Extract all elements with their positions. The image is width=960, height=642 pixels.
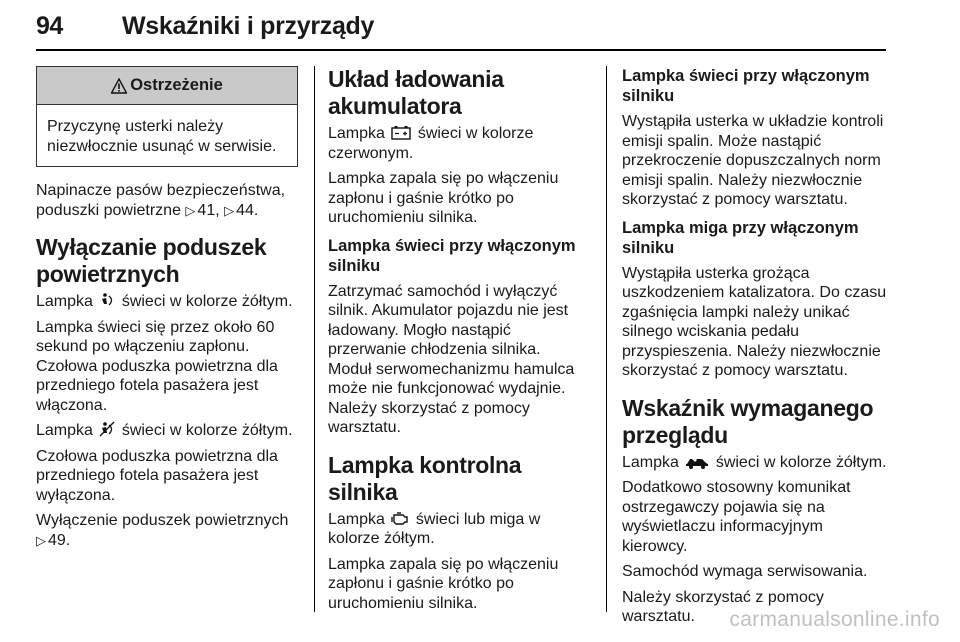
ref-separator: , [215,201,225,219]
airbag-off-paragraph [36,421,298,441]
column-2 [328,66,588,619]
page-ref-arrow-icon: ▷ [185,202,196,218]
column-3 [622,66,888,633]
heading-lamp-flashing-engine-running: Lampka miga przy włączonym silniku [622,218,859,257]
charging-fault-paragraph: Zatrzymać samochód i wyłączyć silnik. Akumulator pojazdu nie jest ładowany. Mogło nastąpić przerwanie chłodzenia silnika. Moduł serwomechanizmu hamulca może nie funkcjonować wydajnie. Należy skorzystać z pomocy warsztatu. [328,282,575,436]
charging-ignition-paragraph: Lampka zapala się po włączeniu zapłonu i gaśnie krótko po uruchomieniu silnika. [328,170,559,226]
heading-lamp-lit-engine-running: Lampka świeci przy włączonym silniku [622,67,870,105]
seatbelt-text: Napinacze pasów bezpieczeństwa, poduszki powietrzne [36,182,286,219]
seatbelt-airbag-paragraph [36,181,298,220]
column-1 [36,66,298,556]
page-header [36,4,886,50]
ref-text: Wyłączenie poduszek powietrznych [36,512,289,529]
watermark: carmanualsonline.info [729,608,940,631]
battery-icon [391,125,411,140]
lamp-text: świeci lub miga w kolorze żółtym. [328,510,541,547]
lamp-text: świeci w kolorze żółtym. [117,293,293,310]
header-rule [36,49,886,51]
warning-triangle-icon [111,78,127,94]
engine-icon [391,511,409,526]
service-message-paragraph: Dodatkowo stosowny komunikat ostrzegawczy pojawia się na wyświetlaczu informacyjnym kierowcy. [622,479,851,555]
service-required-paragraph: Samochód wymaga serwisowania. [622,563,868,580]
airbag-off-lamp-icon [99,292,115,308]
page-ref-arrow-icon: ▷ [36,532,46,548]
heading-lamp-lit-engine-running: Lampka świeci przy włączonym silniku [328,236,576,275]
engine-ignition-paragraph: Lampka zapala się po włączeniu zapłonu i gaśnie krótko po uruchomieniu silnika. [328,555,559,612]
page-ref-49[interactable]: 49 [48,531,66,549]
lamp-text: świeci w kolorze żółtym. [117,422,293,439]
page-ref-41[interactable]: 41 [197,201,216,219]
period: . [65,531,71,549]
engine-lamp-paragraph [328,510,588,549]
warning-text: Przyczynę usterki należy niezwłocznie usunąć w serwisie. [47,118,277,155]
page-ref-arrow-icon: ▷ [224,202,235,218]
catalyst-fault-paragraph: Wystąpiła usterka grożąca uszkodzeniem katalizatora. Do czasu zgaśnięcia lampki należy unikać silnego wciskania pedału przyspieszenia. Należy niezwłocznie skorzystać z pomocy warsztatu. [622,264,887,379]
airbag-deactivation-ref-paragraph [36,511,298,550]
warning-title: Ostrzeżenie [130,75,223,94]
lamp-text: Lampka [36,293,98,310]
heading-engine-lamp: Lampka kontrolna silnika [328,451,522,505]
service-car-icon [685,455,709,469]
page-number: 94 [36,12,63,40]
warning-header [37,67,297,105]
lamp-text: świeci w kolorze czerwonym. [328,125,534,162]
charging-lamp-paragraph [328,124,588,163]
emission-fault-paragraph: Wystąpiła usterka w układzie kontroli emisji spalin. Może nastąpić przekroczenie dopuszczalnych norm emisji spalin. Należy niezwłocznie skorzystać z pomocy warsztatu. [622,113,884,208]
column-divider-2 [606,66,607,612]
airbag-deactivated-icon [99,421,115,437]
airbag-on-paragraph: Lampka świeci się przez około 60 sekund po włączeniu zapłonu. Czołowa poduszka powietrzna dla przedniego fotela pasażera jest włączona. [36,318,278,414]
lamp-text: Lampka [622,453,684,471]
airbag-deactivated-paragraph: Czołowa poduszka powietrzna dla przedniego fotela pasażera jest wyłączona. [36,447,278,504]
service-lamp-paragraph [622,453,888,473]
heading-service-indicator: Wskaźnik wymaganego przeglądu [622,394,874,448]
warning-box [36,66,298,167]
lamp-text: Lampka [328,125,390,142]
page-ref-44[interactable]: 44 [236,201,254,219]
lamp-text: Lampka [328,510,390,528]
heading-charging-system: Układ ładowania akumulatora [328,66,504,119]
heading-airbag-deactivation: Wyłączanie poduszek powietrznych [36,234,267,287]
page-title: Wskaźniki i przyrządy [122,12,375,40]
period: . [253,201,259,219]
column-divider-1 [314,66,315,612]
service-workshop-paragraph: Należy skorzystać z pomocy warsztatu. [622,588,824,625]
airbag-off-lamp-paragraph [36,292,298,312]
lamp-text: świeci w kolorze żółtym. [711,453,887,471]
lamp-text: Lampka [36,422,98,439]
